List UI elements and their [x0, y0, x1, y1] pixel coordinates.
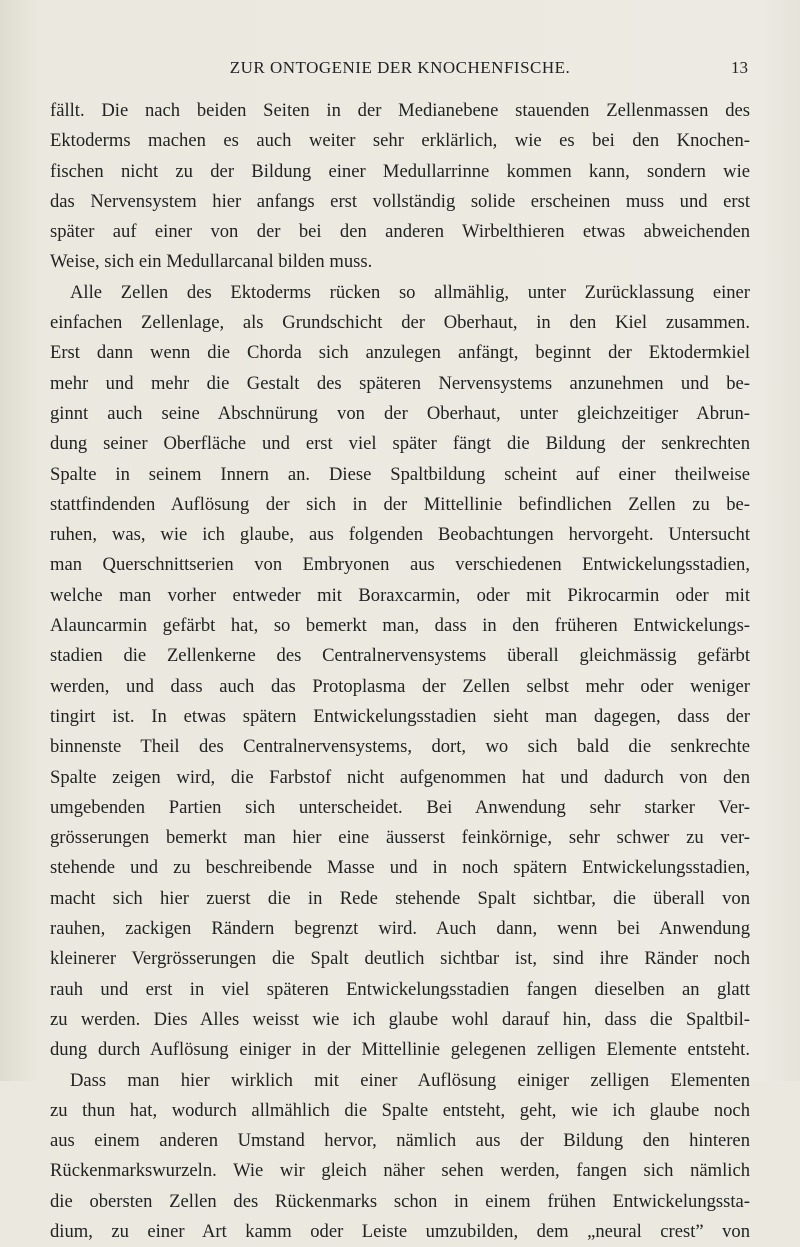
- page-header: [0, 58, 800, 82]
- text-line: stadien die Zellenkerne des Centralnervensystems überall gleichmässig gefärbt: [50, 645, 750, 667]
- text-line: Erst dann wenn die Chorda sich anzulegen anfängt, beginnt der Ektodermkiel: [50, 342, 750, 364]
- text-line: stehende und zu beschreibende Masse und in noch spätern Entwickelungsstadien,: [50, 857, 750, 879]
- text-line: dung seiner Oberfläche und erst viel später fängt die Bildung der senkrechten: [50, 433, 750, 455]
- text-line: mehr und mehr die Gestalt des späteren Nervensystems anzunehmen und be-: [50, 372, 750, 394]
- text-line: Weise, sich ein Medullarcanal bilden muss.: [50, 251, 373, 273]
- text-line: zu thun hat, wodurch allmählich die Spalte entsteht, geht, wie ich glaube noch: [50, 1099, 750, 1121]
- text-line: macht sich hier zuerst die in Rede stehende Spalt sichtbar, die überall von: [50, 887, 750, 909]
- text-line: werden, und dass auch das Protoplasma der Zellen selbst mehr oder weniger: [50, 675, 750, 697]
- text-line: einfachen Zellenlage, als Grundschicht der Oberhaut, in den Kiel zusammen.: [50, 312, 750, 334]
- text-line: fällt. Die nach beiden Seiten in der Medianebene stauenden Zellenmassen des: [50, 100, 750, 121]
- text-line: stattfindenden Auflösung der sich in der Mittellinie befindlichen Zellen zu be-: [50, 493, 750, 515]
- text-line: Rückenmarkswurzeln. Wie wir gleich näher sehen werden, fangen sich nämlich: [50, 1160, 750, 1182]
- text-line: Dass man hier wirklich mit einer Auflösung einiger zelligen Elementen: [70, 1069, 750, 1091]
- text-line: tingirt ist. In etwas spätern Entwickelungsstadien sieht man dagegen, dass der: [50, 705, 750, 727]
- text-line: dung durch Auflösung einiger in der Mittellinie gelegenen zelligen Elemente entsteht.: [50, 1039, 750, 1061]
- text-line: rauhen, zackigen Rändern begrenzt wird. Auch dann, wenn bei Anwendung: [50, 918, 750, 940]
- text-line: die obersten Zellen des Rückenmarks schon in einem frühen Entwickelungssta-: [50, 1190, 750, 1212]
- page-number: 13: [731, 58, 748, 77]
- text-line: Alauncarmin gefärbt hat, so bemerkt man, dass in den früheren Entwickelungs-: [50, 615, 750, 637]
- text-line: welche man vorher entweder mit Boraxcarmin, oder mit Pikrocarmin oder mit: [50, 584, 750, 606]
- text-line: ginnt auch seine Abschnürung von der Oberhaut, unter gleichzeitiger Abrun-: [50, 402, 750, 424]
- text-line: zu werden. Dies Alles weisst wie ich glaube wohl darauf hin, dass die Spaltbil-: [50, 1008, 750, 1030]
- text-line: Spalte zeigen wird, die Farbstof nicht aufgenommen hat und dadurch von den: [50, 766, 750, 788]
- text-line: Ektoderms machen es auch weiter sehr erklärlich, wie es bei den Knochen-: [50, 130, 750, 152]
- text-line: Spalte in seinem Innern an. Diese Spaltbildung scheint auf einer theilweise: [50, 463, 750, 485]
- text-line: Alle Zellen des Ektoderms rücken so allmählig, unter Zurücklassung einer: [70, 281, 750, 303]
- text-line: fischen nicht zu der Bildung einer Medullarrinne kommen kann, sondern wie: [50, 160, 750, 182]
- text-line: das Nervensystem hier anfangs erst vollständig solide erscheinen muss und erst: [50, 190, 750, 212]
- text-line: später auf einer von der bei den anderen Wirbelthieren etwas abweichenden: [50, 221, 750, 243]
- running-head: ZUR ONTOGENIE DER KNOCHENFISCHE.: [229, 58, 571, 77]
- body-text: [50, 96, 750, 1247]
- text-line: dium, zu einer Art kamm oder Leiste umzubilden, dem „neural crest” von: [50, 1220, 750, 1242]
- text-line: man Querschnittserien von Embryonen aus verschiedenen Entwickelungsstadien,: [50, 554, 750, 576]
- text-line: grösserungen bemerkt man hier eine äusserst feinkörnige, sehr schwer zu ver-: [50, 827, 750, 849]
- text-line: rauh und erst in viel späteren Entwickelungsstadien fangen dieselben an glatt: [50, 978, 750, 1000]
- text-line: binnenste Theil des Centralnervensystems, dort, wo sich bald die senkrechte: [50, 736, 750, 758]
- text-line: aus einem anderen Umstand hervor, nämlich aus der Bildung den hinteren: [50, 1130, 750, 1152]
- text-line: umgebenden Partien sich unterscheidet. Bei Anwendung sehr starker Ver-: [50, 796, 750, 818]
- text-line: ruhen, was, wie ich glaube, aus folgenden Beobachtungen hervorgeht. Untersucht: [50, 524, 750, 546]
- text-line: kleinerer Vergrösserungen die Spalt deutlich sichtbar ist, sind ihre Ränder noch: [50, 948, 750, 970]
